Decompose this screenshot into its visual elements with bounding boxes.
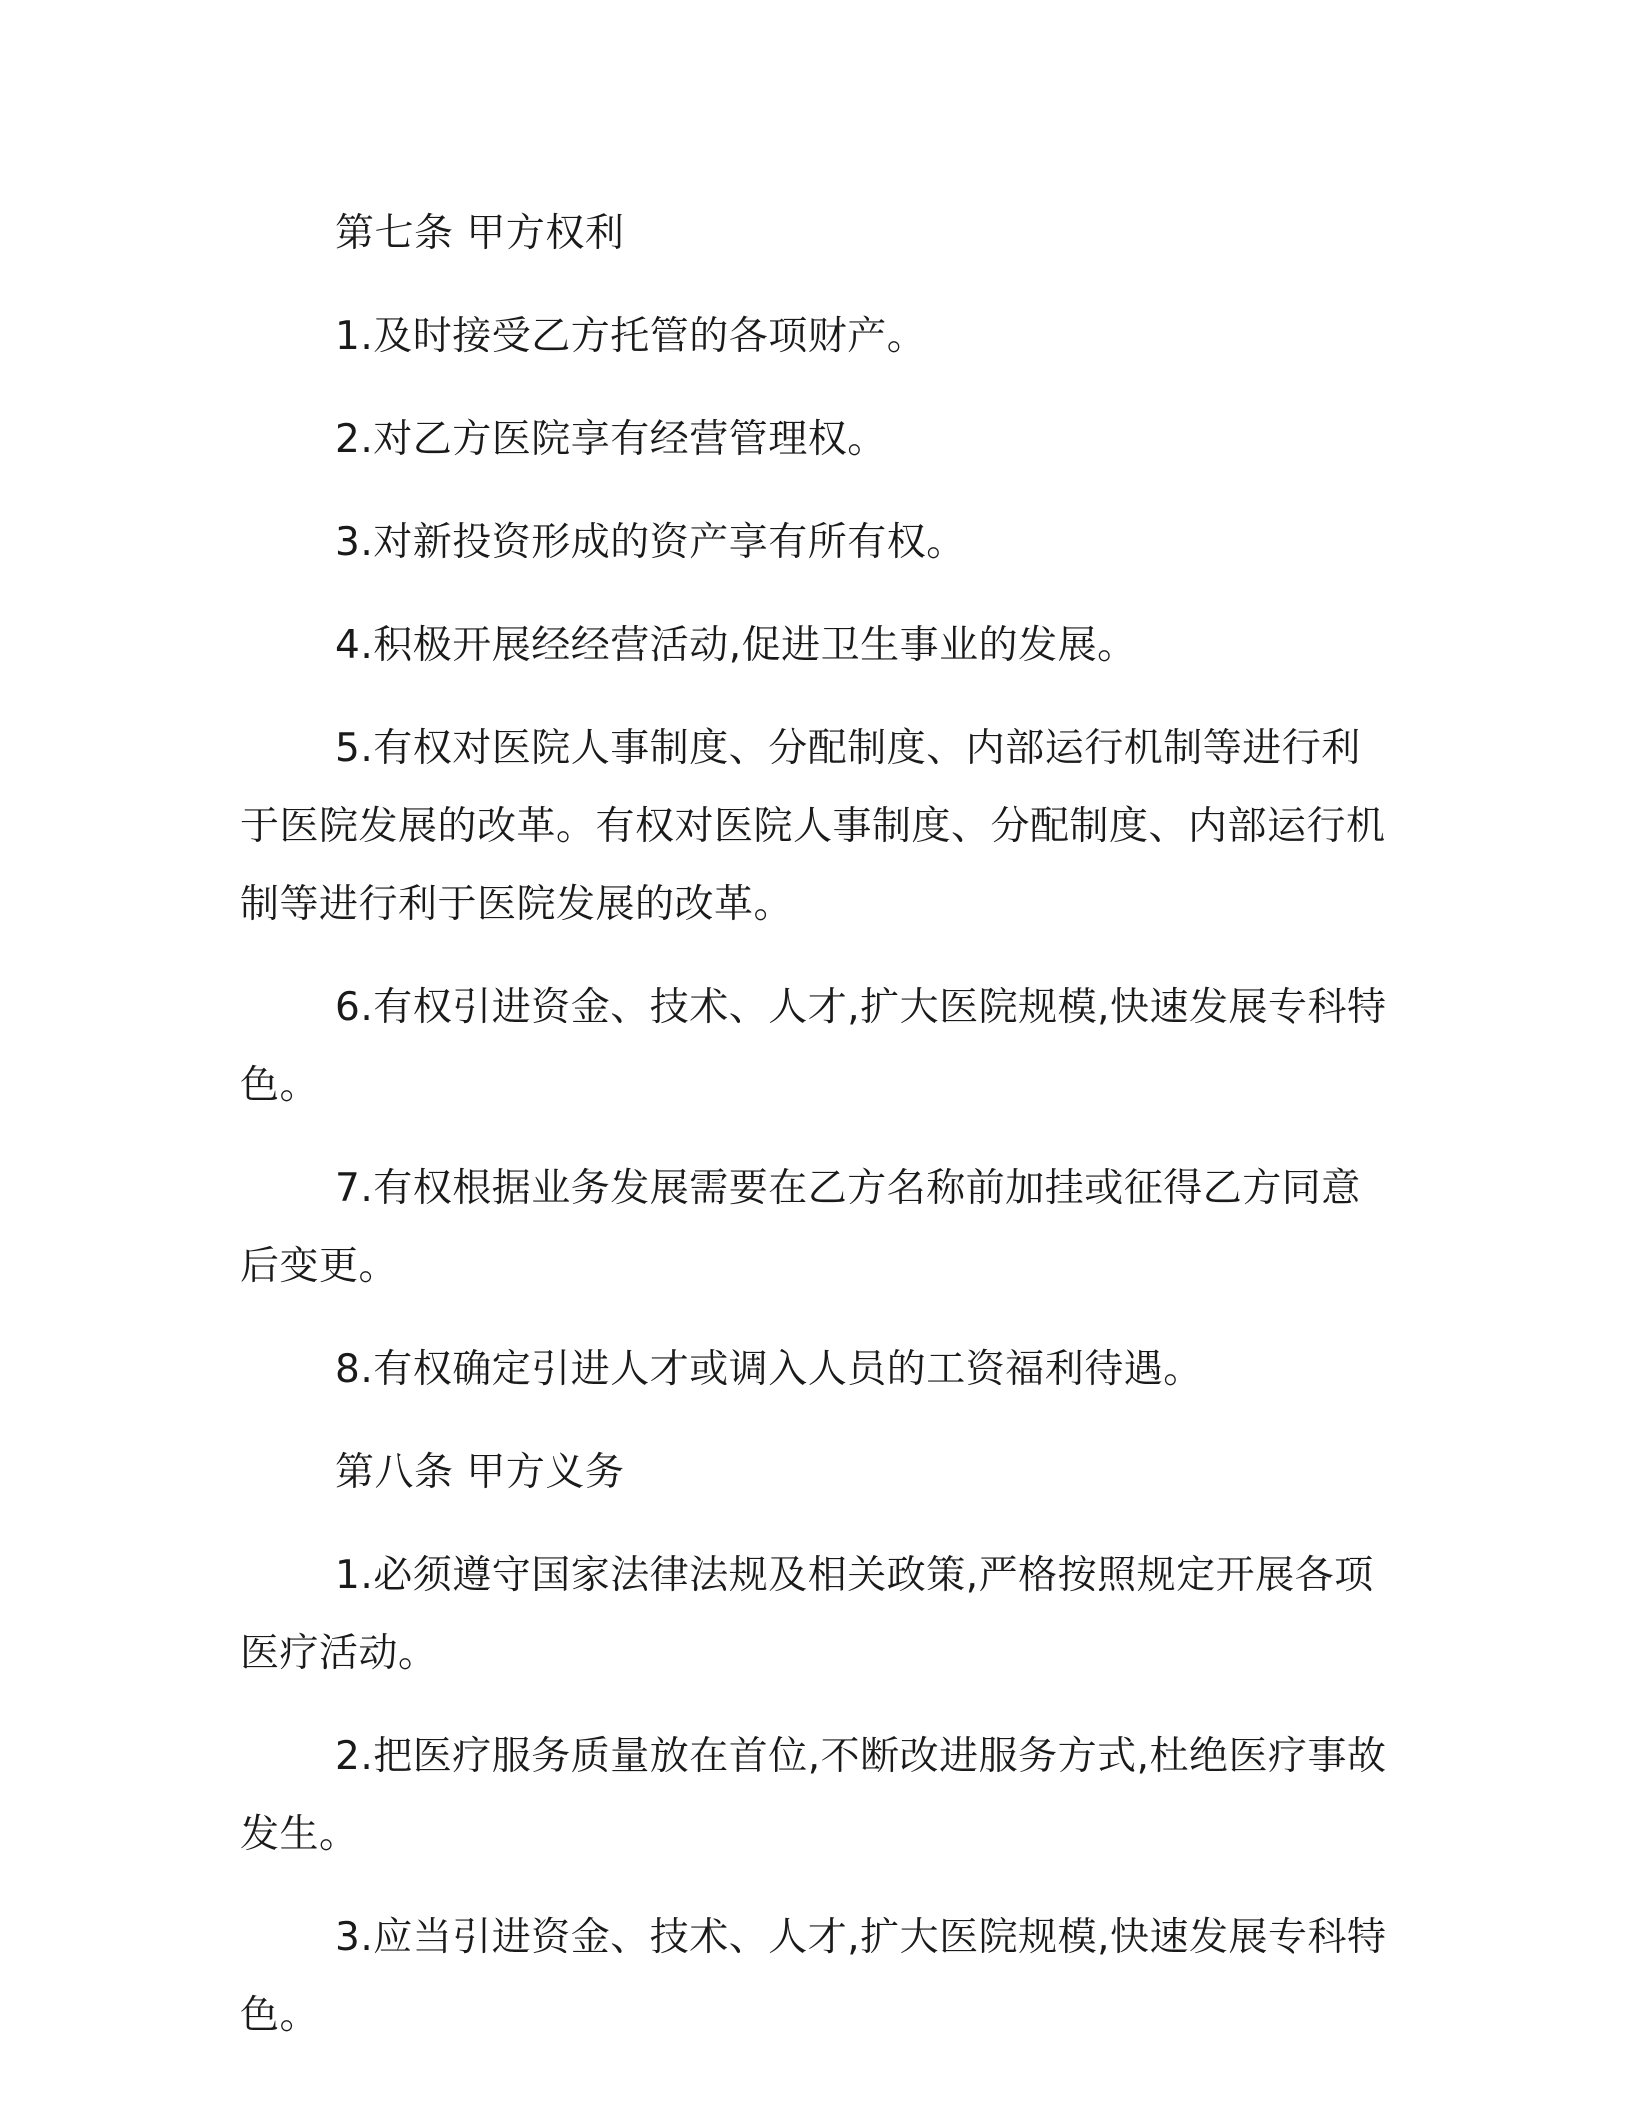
clause-paragraph: 6.有权引进资金、技术、人才,扩大医院规模,快速发展专科特色。	[240, 985, 1387, 1108]
clause-paragraph: 5.有权对医院人事制度、分配制度、内部运行机制等进行利于医院发展的改革。有权对医院人事制度、分配制度、内部运行机制等进行利于医院发展的改革。	[240, 726, 1386, 927]
clause-paragraph: 2.把医疗服务质量放在首位,不断改进服务方式,杜绝医疗事故发生。	[240, 1734, 1387, 1857]
document-body	[240, 195, 1390, 2080]
clause-paragraph: 2.对乙方医院享有经营管理权。	[335, 417, 887, 462]
article-heading: 第八条 甲方义务	[335, 1450, 625, 1495]
clause-paragraph: 1.必须遵守国家法律法规及相关政策,严格按照规定开展各项医疗活动。	[240, 1553, 1374, 1676]
clause-paragraph: 7.有权根据业务发展需要在乙方名称前加挂或征得乙方同意后变更。	[240, 1166, 1361, 1289]
clause-paragraph: 8.有权确定引进人才或调入人员的工资福利待遇。	[335, 1347, 1203, 1392]
article-heading: 第七条 甲方权利	[335, 211, 625, 256]
clause-paragraph: 4.积极开展经经营活动,促进卫生事业的发展。	[335, 623, 1137, 668]
clause-paragraph: 3.应当引进资金、技术、人才,扩大医院规模,快速发展专科特色。	[240, 1915, 1387, 2038]
clause-paragraph: 1.及时接受乙方托管的各项财产。	[335, 314, 927, 359]
clause-paragraph: 3.对新投资形成的资产享有所有权。	[335, 520, 966, 565]
